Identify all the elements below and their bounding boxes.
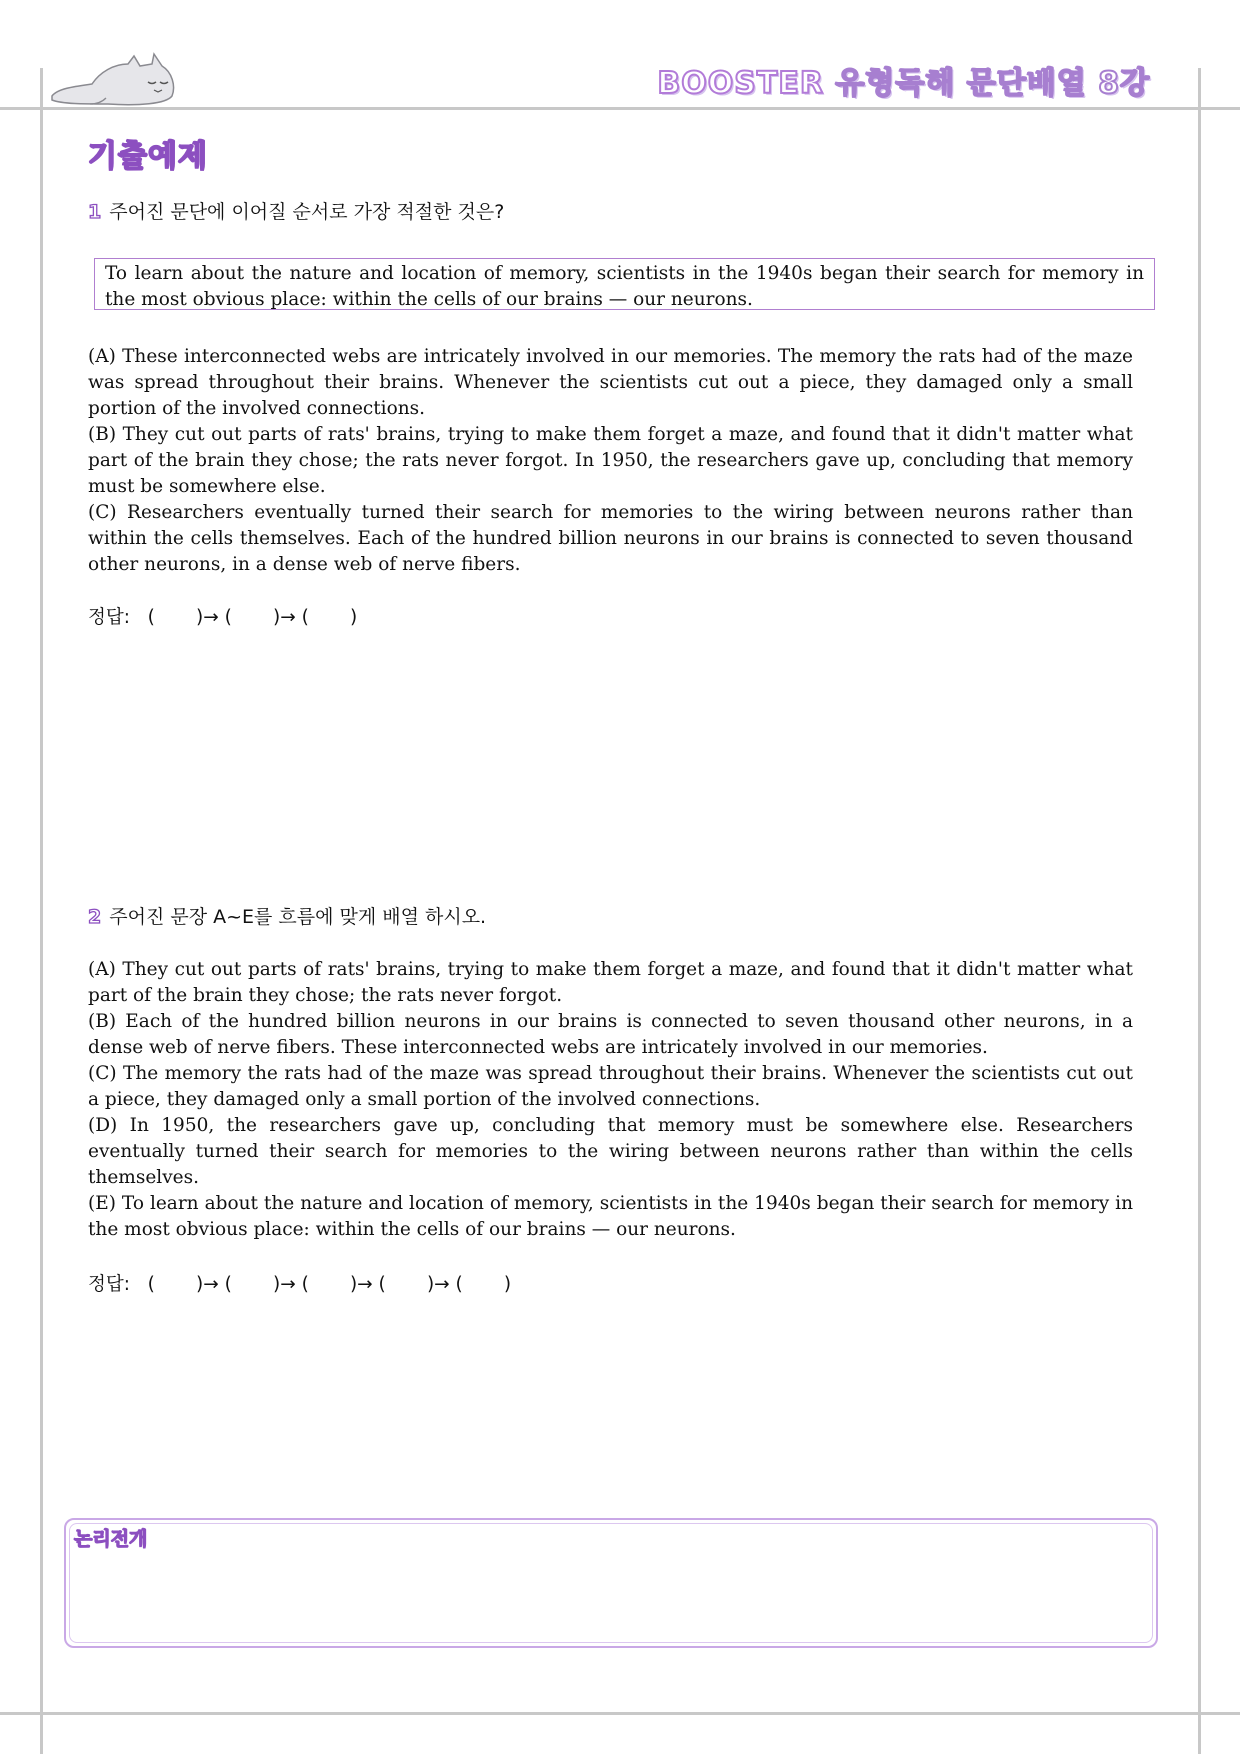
- question-2-text: 주어진 문장 A~E를 흐름에 맞게 배열 하시오.: [109, 906, 487, 928]
- question-2-answer-blank: 정답: ( )→ ( )→ ( )→ ( )→ ( ): [88, 1274, 512, 1295]
- paragraph-a: (A) These interconnected webs are intricately involved in our memories. The memory the rats had of the maze was spread throughout their brains. Whenever the scientists cut out a piece, they damaged only a small portion of the involved connections.: [88, 346, 1133, 419]
- question-1-passage: [88, 344, 1133, 578]
- page-header-title: [657, 58, 1150, 102]
- question-2-passage: [88, 957, 1133, 1243]
- header-brand: BOOSTER: [657, 66, 824, 101]
- question-2-prompt: [88, 902, 486, 929]
- paragraph-c: (C) Researchers eventually turned their search for memories to the wiring between neurons rather than within the cells themselves. Each of the hundred billion neurons in our brains is connected to seven thousand other neurons, in a dense web of nerve fibers.: [88, 502, 1133, 575]
- question-1-answer-blank: 정답: ( )→ ( )→ ( ): [88, 607, 358, 628]
- question-1-prompt: [88, 197, 504, 224]
- sentence-e: (E) To learn about the nature and location of memory, scientists in the 1940s began their search for memory in the most obvious place: within the cells of our brains — our neurons.: [88, 1193, 1133, 1240]
- left-border: [40, 68, 43, 1754]
- sentence-a: (A) They cut out parts of rats' brains, trying to make them forget a maze, and found that it didn't matter what part of the brain they chose; the rats never forgot.: [88, 959, 1133, 1006]
- footer-rule: [0, 1712, 1240, 1715]
- sentence-d: (D) In 1950, the researchers gave up, concluding that memory must be somewhere else. Researchers eventually turned their search for memories to the wiring between neurons rather than within the cells themselves.: [88, 1115, 1133, 1188]
- sentence-b: (B) Each of the hundred billion neurons in our brains is connected to seven thousand other neurons, in a dense web of nerve fibers. These interconnected webs are intricately involved in our memories.: [88, 1011, 1133, 1058]
- paragraph-b: (B) They cut out parts of rats' brains, trying to make them forget a maze, and found that it didn't matter what part of the brain they chose; the rats never forgot. In 1950, the researchers gave up, concluding that memory must be somewhere else.: [88, 424, 1133, 497]
- given-paragraph-box: To learn about the nature and location of memory, scientists in the 1940s began their search for memory in the most obvious place: within the cells of our brains — our neurons.: [94, 258, 1155, 310]
- question-1-text: 주어진 문단에 이어질 순서로 가장 적절한 것은?: [109, 201, 505, 223]
- header-lesson: 유형독해 문단배열 8강: [835, 66, 1150, 101]
- question-2-number: 2: [88, 906, 102, 928]
- sentence-c: (C) The memory the rats had of the maze was spread throughout their brains. Whenever the scientists cut out a piece, they damaged only a small portion of the involved connections.: [88, 1063, 1133, 1110]
- question-1-number: 1: [88, 201, 102, 223]
- right-border: [1198, 68, 1201, 1754]
- section-title: 기출예제: [88, 139, 208, 174]
- notes-title: 논리전개: [74, 1528, 148, 1550]
- sleeping-cat-icon: [48, 52, 183, 110]
- logic-notes-box: [64, 1518, 1158, 1648]
- header-rule: [0, 107, 1240, 110]
